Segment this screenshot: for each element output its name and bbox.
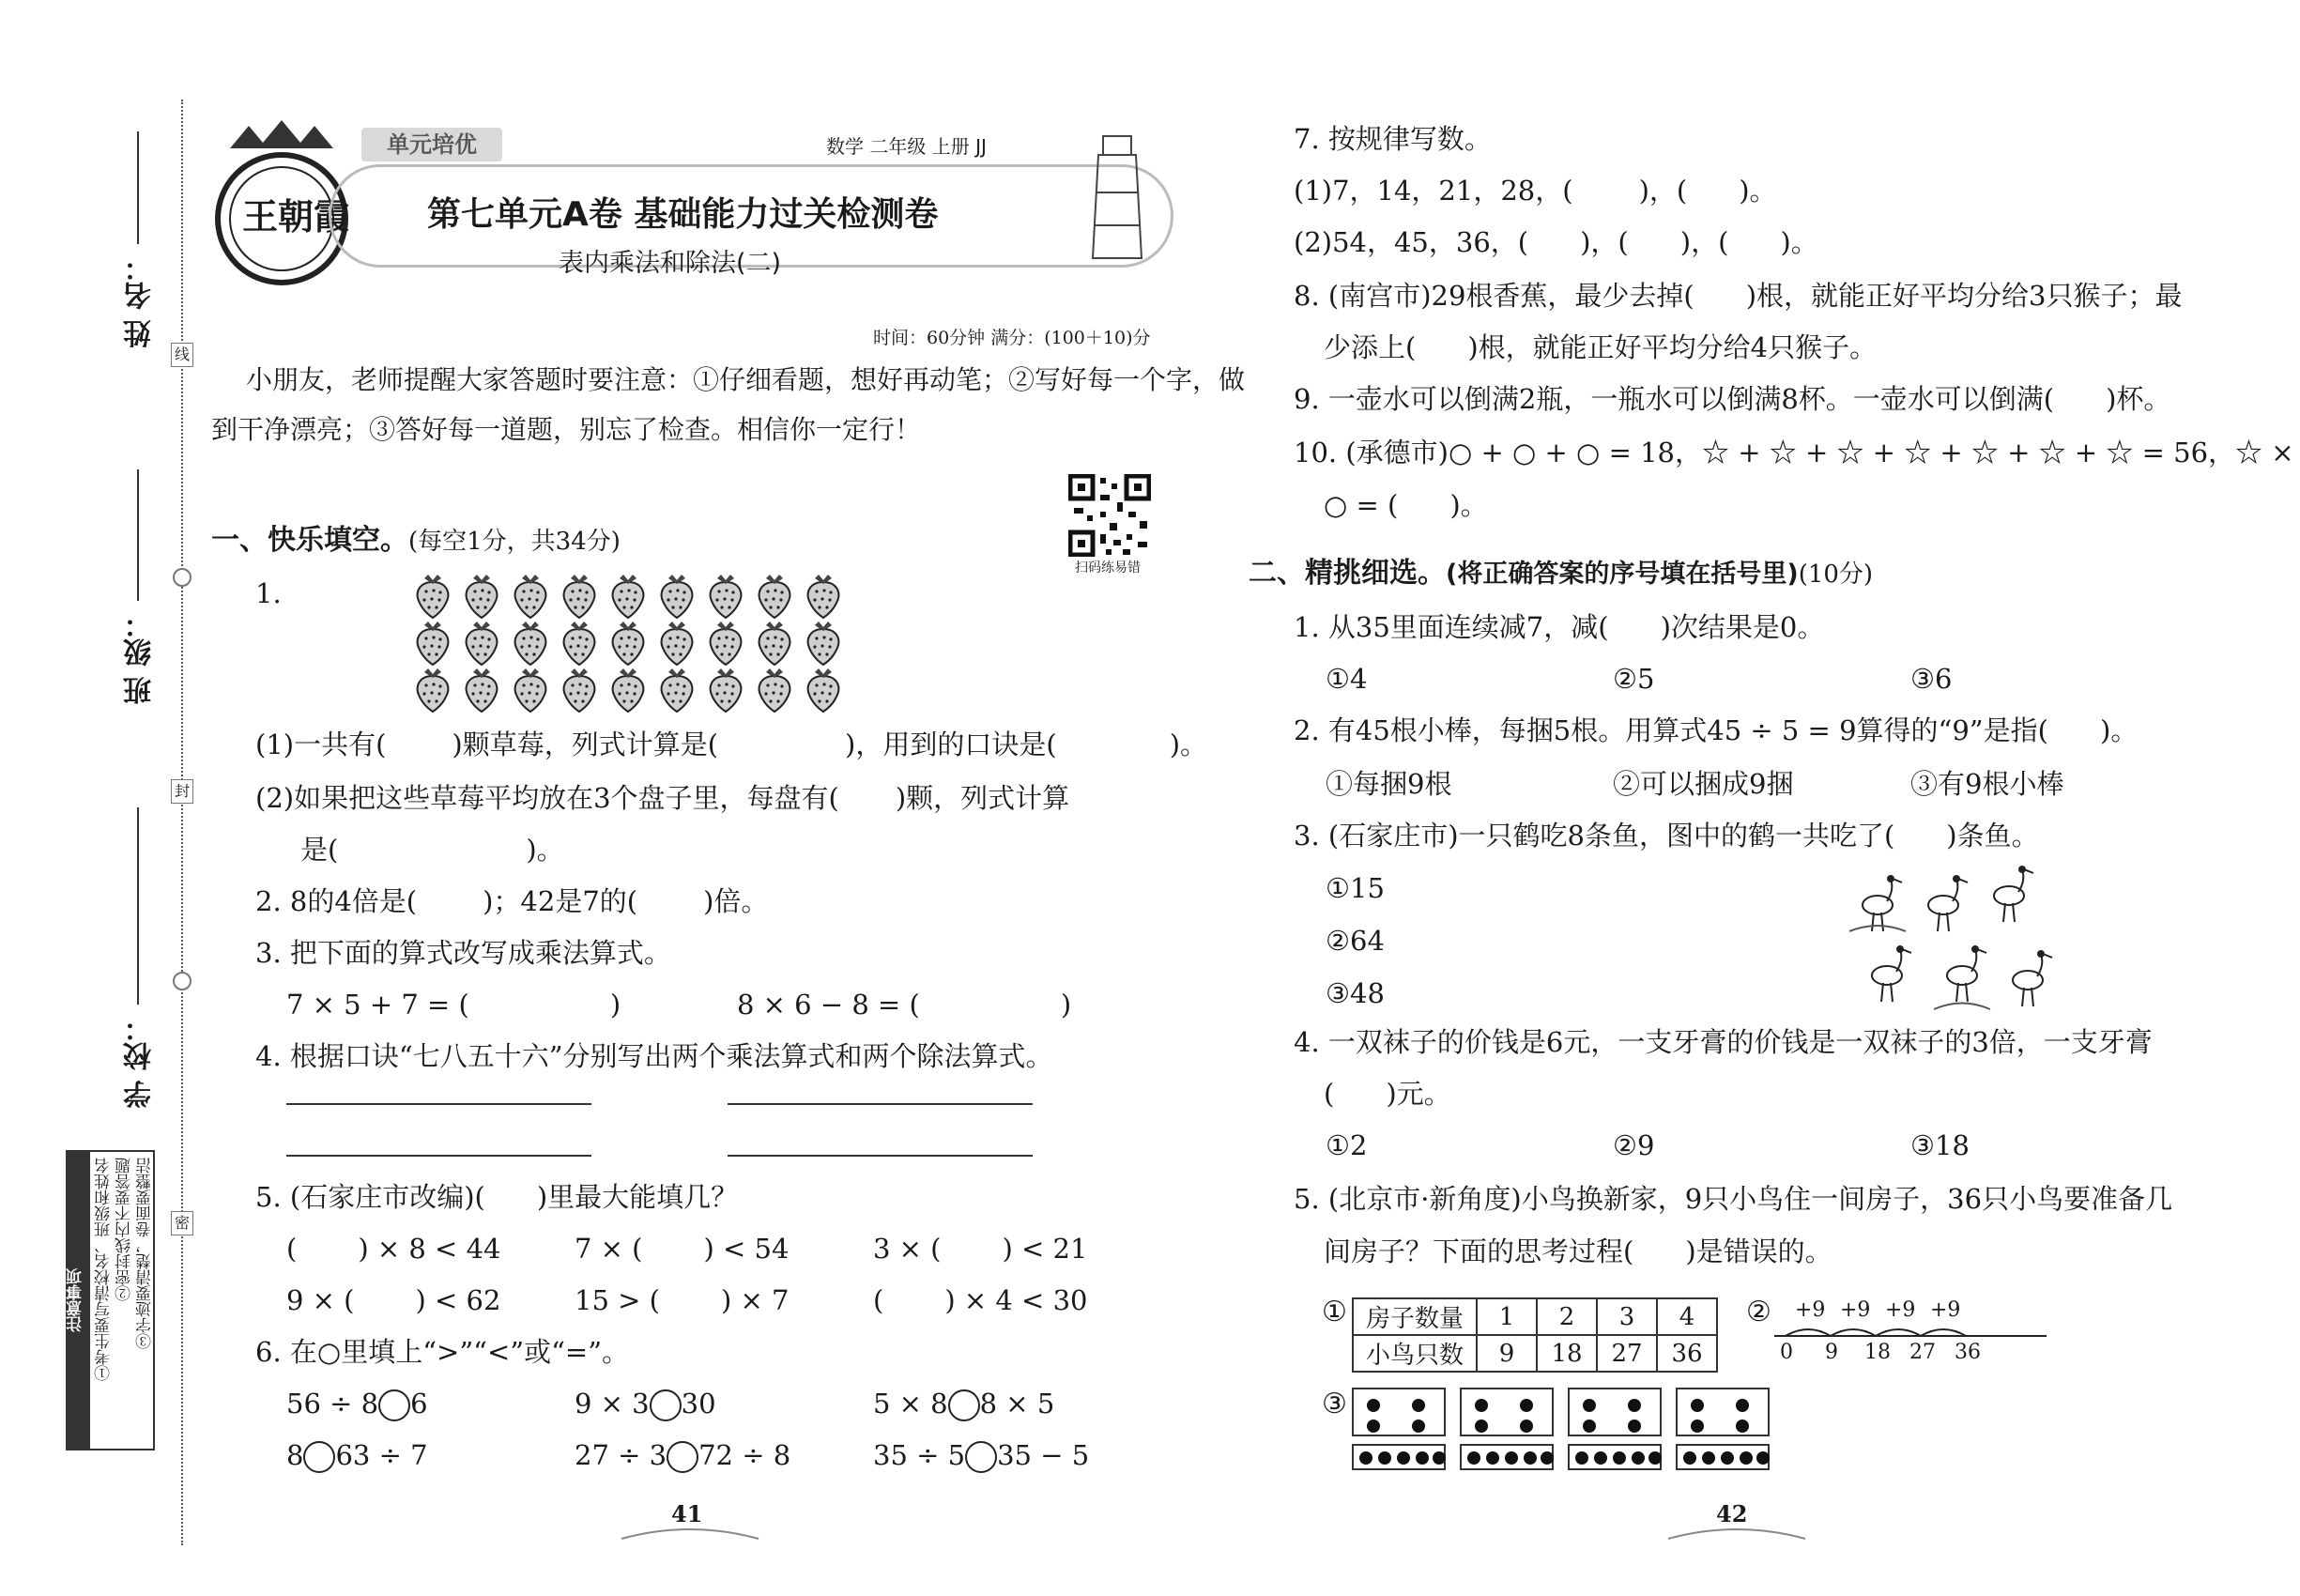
choice-option[interactable]: ②64 <box>1326 925 1385 957</box>
text: )颗草莓，列式计算是( <box>452 729 719 760</box>
choice-option[interactable]: ②可以捆成9捆 <box>1613 768 1794 800</box>
choice-option[interactable]: ③有9根小棒 <box>1910 768 2064 800</box>
table-header: 房子数量 <box>1353 1298 1477 1335</box>
dot <box>1721 1451 1734 1465</box>
text: )次结果是0。 <box>1660 611 1825 643</box>
gear-icon <box>173 972 192 990</box>
dot <box>1740 1451 1753 1465</box>
text: ) × 7 <box>720 1284 790 1316</box>
dot <box>1736 1399 1749 1412</box>
text: )，( <box>1679 226 1729 258</box>
compare-circle[interactable] <box>667 1441 698 1473</box>
text: )。 <box>2099 714 2139 746</box>
text: 8. (南宫市)29根香蕉，最少去掉( <box>1294 280 1694 312</box>
lighthouse-icon <box>1080 127 1155 268</box>
choice-option[interactable]: ①15 <box>1326 872 1385 904</box>
text: 27 ÷ 3 <box>575 1439 667 1471</box>
notice-box <box>66 1150 155 1450</box>
compare-circle[interactable] <box>378 1389 410 1421</box>
page-ornament <box>620 1526 760 1544</box>
text: )颗，列式计算 <box>895 782 1070 814</box>
text: 63 ÷ 7 <box>335 1439 428 1471</box>
seal-label-bottom: 密 <box>171 1211 193 1235</box>
text: (2)54，45，36，( <box>1294 226 1529 258</box>
text: 是( <box>300 834 339 866</box>
dot <box>1628 1420 1641 1433</box>
c5: 5. (北京市·新角度)小鸟换新家，9只小鸟住一间房子，36只小鸟要准备几 <box>1294 1183 2173 1215</box>
choice-option[interactable]: ②9 <box>1613 1129 1655 1161</box>
compare-circle[interactable] <box>303 1441 335 1473</box>
q3b <box>737 986 1071 1023</box>
seal-label-top: 线 <box>171 343 193 367</box>
text: 5 × 8 <box>873 1388 948 1420</box>
option-two-marker[interactable]: ② <box>1746 1296 1771 1328</box>
class-label: 班 级： <box>124 610 157 705</box>
text: )。 <box>1169 729 1208 760</box>
text: )；42是7的( <box>483 885 638 917</box>
dot <box>1613 1451 1626 1465</box>
page-title: 第七单元A卷 基础能力过关检测卷 <box>427 195 939 234</box>
gear-icon <box>173 568 192 587</box>
dot-box <box>1568 1444 1662 1470</box>
name-blank[interactable] <box>137 131 139 244</box>
dot <box>1541 1451 1554 1465</box>
choice-option[interactable]: ①每捆9根 <box>1326 768 1452 800</box>
class-blank[interactable] <box>137 469 139 601</box>
seal-label-mid: 封 <box>171 779 193 804</box>
number-line-label: 0 <box>1780 1341 1793 1364</box>
q2 <box>255 882 768 920</box>
text: )。 <box>1739 175 1777 207</box>
q1-part2 <box>255 779 1069 817</box>
name-label: 姓 名： <box>124 253 157 348</box>
text: 9. 一壶水可以倒满2瓶，一瓶水可以倒满8杯。一壶水可以倒满( <box>1294 383 2055 415</box>
q1-part1 <box>255 726 1207 763</box>
text: 8 <box>286 1439 304 1471</box>
dot <box>1702 1451 1715 1465</box>
dot <box>1433 1451 1446 1465</box>
text: 少添上( <box>1324 331 1417 363</box>
page-ornament <box>1666 1526 1807 1544</box>
page-number: 42 <box>1716 1500 1748 1527</box>
section-two-title: 二、精挑细选。 <box>1249 557 1446 590</box>
table-cell: 27 <box>1597 1335 1657 1372</box>
answer-line[interactable] <box>286 1155 591 1157</box>
text: 8 × 6 − 8 = ( <box>737 989 920 1021</box>
choice-option[interactable]: ②5 <box>1613 663 1655 695</box>
number-line-step: +9 <box>1885 1298 1916 1322</box>
text: 56 ÷ 8 <box>286 1388 379 1420</box>
dot <box>1367 1420 1380 1433</box>
text: ( <box>873 1284 884 1316</box>
text: 5. (石家庄市改编)( <box>255 1181 485 1213</box>
crane-illustration <box>1849 864 2131 1014</box>
strawberry-grid <box>413 573 873 714</box>
text: 35 ÷ 5 <box>873 1439 966 1471</box>
dot <box>1583 1420 1596 1433</box>
choice-option[interactable]: ③48 <box>1326 977 1385 1009</box>
text: 30 <box>681 1388 716 1420</box>
q10: 10. (承德市)○ + ○ + ○ = 18，☆ + ☆ + ☆ + ☆ + ☆ + ☆ + ☆ = 56，☆ × <box>1294 437 2294 468</box>
table-cell: 9 <box>1477 1335 1537 1372</box>
dot <box>1467 1451 1480 1465</box>
choice-option[interactable]: ③18 <box>1910 1129 1970 1161</box>
dot <box>1520 1399 1533 1412</box>
section-one-title: 一、快乐填空。 <box>211 524 408 557</box>
text: )杯。 <box>2106 383 2171 415</box>
text: ) < 54 <box>703 1233 790 1265</box>
text: ) < 62 <box>415 1284 501 1316</box>
dot <box>1412 1420 1425 1433</box>
dot <box>1736 1420 1749 1433</box>
notice-item: ③字迹要清楚，卷面要整洁 <box>136 1158 155 1349</box>
dot <box>1524 1451 1537 1465</box>
compare-circle[interactable] <box>965 1441 997 1473</box>
text: 1. 从35里面连续减7，减( <box>1294 611 1609 643</box>
choice-option[interactable]: ①4 <box>1326 663 1368 695</box>
text: (1)一共有( <box>255 729 387 760</box>
dot <box>1628 1399 1641 1412</box>
answer-line[interactable] <box>728 1103 1033 1105</box>
answer-line[interactable] <box>286 1103 591 1105</box>
compare-circle[interactable] <box>948 1389 980 1421</box>
dot-box <box>1460 1444 1554 1470</box>
text: ) <box>609 989 621 1021</box>
dot <box>1416 1451 1429 1465</box>
dot <box>1691 1420 1704 1433</box>
dot-box <box>1676 1444 1770 1470</box>
notice-item: ①考生要写清校名、班级和姓名 <box>95 1158 114 1381</box>
number-line-step: +9 <box>1840 1298 1871 1322</box>
dot <box>1520 1420 1533 1433</box>
dot <box>1397 1451 1410 1465</box>
section-two-score: (10分) <box>1798 560 1874 589</box>
text: ( <box>1324 1078 1335 1110</box>
dot <box>1505 1451 1518 1465</box>
q3a <box>286 986 621 1023</box>
number-line-label: 36 <box>1955 1341 1981 1364</box>
text: )。 <box>526 834 564 866</box>
text: 9 × 3 <box>575 1388 650 1420</box>
q3: 3. 把下面的算式改写成乘法算式。 <box>255 937 671 969</box>
option-one-marker[interactable]: ① <box>1322 1296 1347 1328</box>
choice-option[interactable]: ③6 <box>1910 663 1953 695</box>
number-line-label: 27 <box>1909 1341 1936 1364</box>
text: 8 × 5 <box>979 1388 1055 1420</box>
dot <box>1583 1399 1596 1412</box>
intro-text: 到干净漂亮；③答好每一道题，别忘了检查。相信你一定行！ <box>211 414 922 445</box>
text: ) < 21 <box>1002 1233 1088 1265</box>
choice-option[interactable]: ①2 <box>1326 1129 1368 1161</box>
dot-box <box>1460 1388 1554 1436</box>
compare-circle[interactable] <box>650 1389 682 1421</box>
option-one-table <box>1352 1297 1718 1373</box>
text: 3. (石家庄市)一只鹤吃8条鱼，图中的鹤一共吃了( <box>1294 820 1895 852</box>
answer-line[interactable] <box>728 1155 1033 1157</box>
qr-caption: 扫码练易错 <box>1075 560 1141 575</box>
notice-title: 注意事项 <box>66 1150 90 1450</box>
section-one-score: (每空1分，共34分) <box>408 528 621 556</box>
text: ) <box>1060 989 1072 1021</box>
text: ○ = ( <box>1324 489 1399 521</box>
text: )里最大能填几？ <box>536 1181 739 1213</box>
dot-box <box>1352 1444 1446 1470</box>
text: )条鱼。 <box>1946 820 2039 852</box>
text: (1)7，14，21，28，( <box>1294 175 1573 207</box>
table-header: 小鸟只数 <box>1353 1335 1477 1372</box>
logo-text: 王朝霞 <box>242 195 350 238</box>
text: 15 > ( <box>575 1284 660 1316</box>
text: 2. 8的4倍是( <box>255 885 418 917</box>
text: )是错误的。 <box>1685 1235 1832 1267</box>
school-blank[interactable] <box>137 807 139 1005</box>
dot <box>1575 1451 1588 1465</box>
dot <box>1632 1451 1645 1465</box>
table-cell: 2 <box>1537 1298 1597 1335</box>
dot-box <box>1352 1388 1446 1436</box>
qr-code[interactable] <box>1068 474 1151 557</box>
text: 35 − 5 <box>997 1439 1090 1471</box>
dot <box>1691 1399 1704 1412</box>
dot <box>1756 1451 1770 1465</box>
text: )根，就能正好平均分给3只猴子；最 <box>1745 280 2183 312</box>
text: )元。 <box>1386 1078 1451 1110</box>
series-badge: 单元培优 <box>361 128 502 161</box>
text: ) × 8 < 44 <box>358 1233 501 1265</box>
dot <box>1475 1420 1488 1433</box>
c4: 4. 一双袜子的价钱是6元，一支牙膏的价钱是一双袜子的3倍，一支牙膏 <box>1294 1026 2153 1058</box>
school-label: 学 校： <box>124 1014 157 1109</box>
dot <box>1594 1451 1607 1465</box>
number-line-step: +9 <box>1795 1298 1826 1322</box>
text: 7 × ( <box>575 1233 643 1265</box>
text: 3 × ( <box>873 1233 942 1265</box>
text: )。 <box>1780 226 1818 258</box>
text: 7 × 5 + 7 = ( <box>286 989 469 1021</box>
table-cell: 18 <box>1537 1335 1597 1372</box>
q7: 7. 按规律写数。 <box>1294 123 1492 155</box>
dot <box>1378 1451 1391 1465</box>
table-cell: 4 <box>1657 1298 1717 1335</box>
notice-item: ②密封线内不要答题 <box>115 1158 134 1301</box>
text: 6 <box>410 1388 428 1420</box>
text: )，用到的口诀是( <box>845 729 1057 760</box>
number-line-label: 18 <box>1864 1341 1891 1364</box>
text: )倍。 <box>703 885 769 917</box>
dot <box>1412 1399 1425 1412</box>
text: )，( <box>1638 175 1688 207</box>
book-meta: 数学 二年级 上册 JJ <box>826 135 987 158</box>
dot-box <box>1676 1388 1770 1436</box>
dot <box>1359 1451 1372 1465</box>
q5 <box>255 1178 738 1216</box>
table-cell: 36 <box>1657 1335 1717 1372</box>
text: )根，就能正好平均分给4只猴子。 <box>1467 331 1878 363</box>
page-number: 41 <box>671 1500 703 1527</box>
table-cell: 3 <box>1597 1298 1657 1335</box>
option-three-marker[interactable]: ③ <box>1322 1388 1347 1420</box>
dot-box <box>1568 1388 1662 1436</box>
q1-part2-cont <box>300 831 564 868</box>
text: 间房子？下面的思考过程( <box>1324 1235 1634 1267</box>
q4: 4. 根据口诀“七八五十六”分别写出两个乘法算式和两个除法算式。 <box>255 1040 1053 1072</box>
section-two-note: (将正确答案的序号填在括号里) <box>1446 560 1799 589</box>
dot <box>1648 1451 1662 1465</box>
text: (2)如果把这些草莓平均放在3个盘子里，每盘有( <box>255 782 839 814</box>
text: 9 × ( <box>286 1284 355 1316</box>
text: ) × 4 < 30 <box>944 1284 1088 1316</box>
page-subtitle: 表内乘法和除法(二) <box>559 249 782 278</box>
text: 2. 有45根小棒，每捆5根。用算式45 ÷ 5 = 9算得的“9”是指( <box>1294 714 2048 746</box>
dot <box>1486 1451 1499 1465</box>
dot <box>1475 1399 1488 1412</box>
number-line-label: 9 <box>1825 1341 1838 1364</box>
q6: 6. 在○里填上“>”“<”或“=”。 <box>255 1336 630 1368</box>
text: 72 ÷ 8 <box>698 1439 791 1471</box>
dot <box>1683 1451 1696 1465</box>
table-cell: 1 <box>1477 1298 1537 1335</box>
intro-text: 小朋友，老师提醒大家答题时要注意：①仔细看题，想好再动笔；②写好每一个字，做 <box>246 364 1246 395</box>
text: )。 <box>1449 489 1488 521</box>
binding-dotted-line <box>181 100 183 1545</box>
number-line-step: +9 <box>1930 1298 1961 1322</box>
text: )，( <box>1580 226 1629 258</box>
text: ( <box>286 1233 298 1265</box>
exam-time: 时间：60分钟 满分：(100＋10)分 <box>873 328 1151 348</box>
dot <box>1367 1399 1380 1412</box>
question-number: 1. <box>255 577 282 609</box>
